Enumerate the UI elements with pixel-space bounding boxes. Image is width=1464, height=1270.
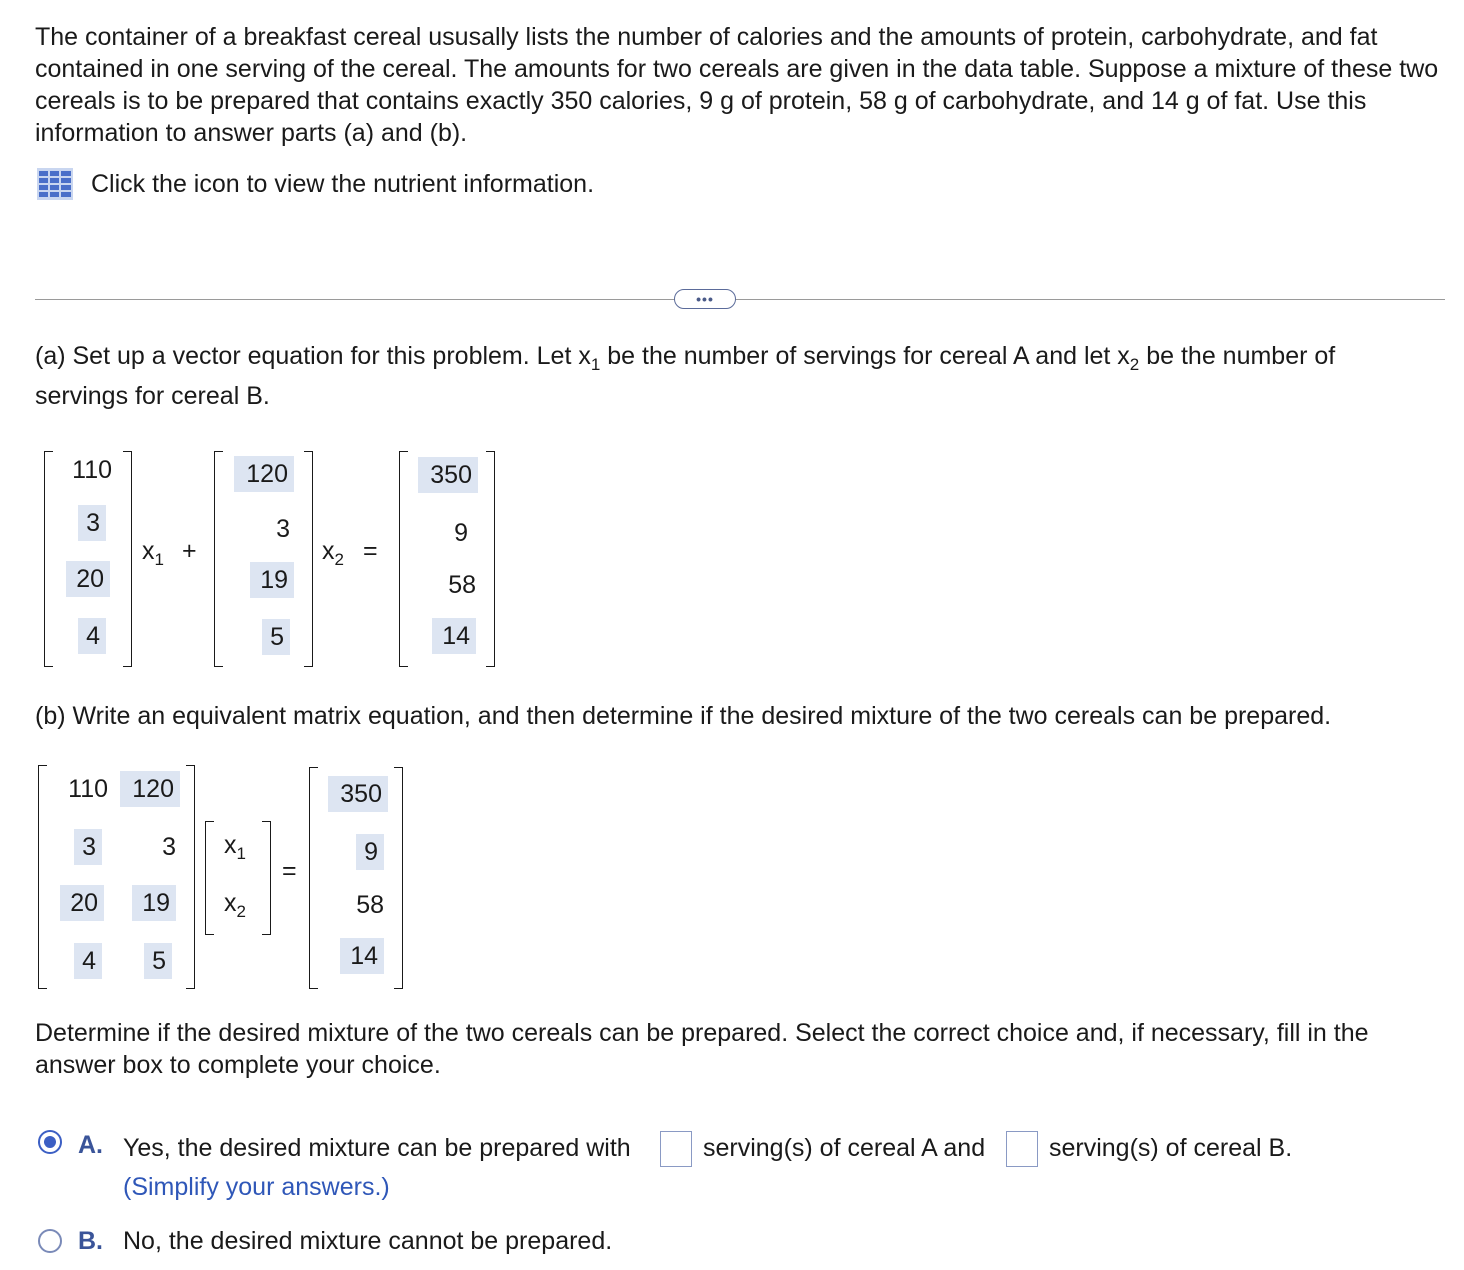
rhs-entry: 58	[356, 891, 384, 919]
var-x1-letter: x	[142, 537, 155, 565]
right-bracket	[304, 451, 313, 667]
var-x2	[224, 889, 246, 921]
vec-b-entry: 120	[234, 456, 294, 492]
var-x2-sub: 2	[236, 902, 246, 921]
var-x2-letter: x	[322, 537, 335, 565]
part-a-text-1: (a) Set up a vector equation for this problem. Let x	[35, 342, 591, 370]
part-a-sub-2: 2	[1129, 355, 1140, 374]
more-options-button[interactable]: •••	[674, 289, 736, 309]
table-grid-icon[interactable]	[37, 168, 73, 200]
choice-a-letter: A.	[78, 1131, 103, 1159]
simplify-hint: (Simplify your answers.)	[123, 1173, 390, 1201]
var-x2-letter: x	[224, 889, 237, 917]
matrix-entry: 3	[74, 829, 102, 865]
choice-b-radio[interactable]	[38, 1229, 62, 1253]
part-a-sub-1: 1	[590, 355, 601, 374]
choice-a-text-1: Yes, the desired mixture can be prepared with	[123, 1134, 631, 1162]
part-a-text-2: be the number of servings for cereal A and let x	[600, 342, 1130, 370]
plus-sign: +	[182, 537, 197, 565]
var-x1	[142, 537, 164, 569]
var-x1-sub: 1	[236, 844, 246, 863]
vec-b-entry: 19	[250, 562, 294, 598]
choice-a-text-2: serving(s) of cereal A and	[703, 1134, 986, 1162]
left-bracket	[205, 821, 214, 935]
vec-rhs-entry: 350	[418, 457, 478, 493]
vec-a-entry: 3	[78, 505, 106, 541]
var-x1	[224, 831, 246, 863]
matrix-entry: 20	[60, 885, 104, 921]
left-bracket	[309, 767, 318, 989]
vec-a-entry: 110	[72, 456, 112, 484]
var-x1-letter: x	[224, 831, 237, 859]
servings-b-input[interactable]	[1006, 1131, 1038, 1167]
choice-a-text-3: serving(s) of cereal B.	[1049, 1134, 1293, 1162]
vec-rhs-entry: 58	[448, 571, 476, 599]
matrix-entry: 19	[132, 885, 176, 921]
vec-b-entry: 5	[262, 619, 290, 655]
right-bracket	[186, 765, 195, 989]
choice-b-text: No, the desired mixture cannot be prepared.	[123, 1227, 613, 1255]
nutrient-info-link[interactable]	[37, 168, 594, 200]
right-bracket	[123, 451, 132, 667]
vec-a-entry: 20	[66, 561, 110, 597]
matrix-entry: 3	[162, 833, 176, 861]
right-bracket	[486, 451, 495, 667]
var-x2	[322, 537, 344, 569]
matrix-entry: 110	[68, 775, 108, 803]
right-bracket	[394, 767, 403, 989]
matrix-entry: 120	[120, 771, 180, 807]
vec-a-entry: 4	[78, 618, 106, 654]
vec-b-entry: 3	[276, 515, 290, 543]
rhs-entry: 350	[328, 776, 388, 812]
right-bracket	[262, 821, 271, 935]
left-bracket	[44, 451, 53, 667]
determine-prompt: Determine if the desired mixture of the two cereals can be prepared. Select the correct choice and, if necessary, fill in the answer box to complete your choice.	[35, 1019, 1369, 1079]
left-bracket	[38, 765, 47, 989]
left-bracket	[399, 451, 408, 667]
matrix-entry: 4	[74, 943, 102, 979]
rhs-entry: 9	[356, 834, 384, 870]
nutrient-info-text[interactable]: Click the icon to view the nutrient information.	[91, 169, 595, 198]
vec-rhs-entry: 9	[454, 519, 468, 547]
var-x1-sub: 1	[154, 550, 164, 569]
matrix-entry: 5	[144, 943, 172, 979]
equals-sign: =	[363, 537, 378, 565]
part-a-prompt	[35, 336, 1435, 416]
section-divider	[35, 299, 1445, 300]
vec-rhs-entry: 14	[432, 618, 476, 654]
rhs-entry: 14	[340, 938, 384, 974]
servings-a-input[interactable]	[660, 1131, 692, 1167]
part-b-prompt: (b) Write an equivalent matrix equation, and then determine if the desired mixture of the two cereals can be prepared.	[35, 702, 1332, 730]
equals-sign: =	[282, 857, 297, 885]
part-a-text-3: be the number of servings for cereal B.	[35, 342, 1336, 410]
problem-statement: The container of a breakfast cereal ususally lists the number of calories and the amounts of protein, carbohydrate, and fat contained in one serving of the cereal. The amounts for two cereals are given in the data table. Suppose a mixture of these two cereals is to be prepared that contains exactly 350 calories, 9 g of protein, 58 g of carbohydrate, and 14 g of fat. Use this information to answer parts (a) and (b).	[35, 23, 1439, 147]
var-x2-sub: 2	[334, 550, 344, 569]
left-bracket	[214, 451, 223, 667]
choice-b-letter: B.	[78, 1227, 103, 1255]
choice-a-radio[interactable]	[38, 1130, 62, 1154]
